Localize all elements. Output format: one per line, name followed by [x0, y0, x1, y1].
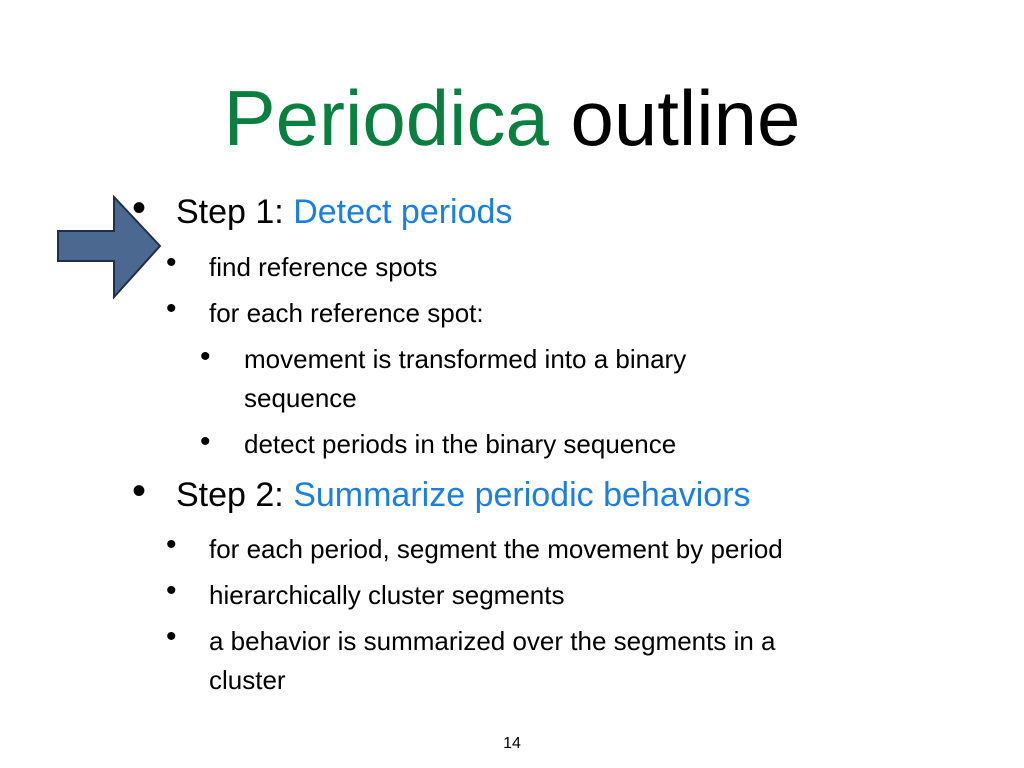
bullet: • — [132, 469, 147, 513]
title-rest: outline — [570, 74, 801, 162]
title-accent: Periodica — [223, 74, 549, 162]
step2-sub-text: hierarchically cluster segments — [209, 580, 565, 610]
step1-sub-text: find reference spots — [209, 252, 438, 282]
step2-highlight: Summarize periodic behaviors — [293, 476, 751, 514]
subsub-text: detect periods in the binary sequence — [244, 429, 677, 459]
bullet: • — [166, 528, 177, 561]
step2-sub-text: for each period, segment the movement by period — [209, 534, 783, 564]
bullet: • — [132, 186, 147, 230]
bullet: • — [200, 340, 211, 373]
bullet: • — [166, 574, 177, 607]
subsub-text-line-1: movement is transformed into a binary — [244, 344, 687, 374]
step2-sub-text-line-2: cluster — [209, 665, 286, 695]
slide-title — [0, 68, 1024, 168]
step2-sub-text-line-1: a behavior is summarized over the segments in a — [209, 626, 776, 656]
step1-sub-text: for each reference spot: — [209, 298, 484, 328]
step1-prefix: Step 1: — [176, 193, 284, 231]
step1-highlight: Detect periods — [293, 193, 513, 231]
bullet: • — [166, 292, 177, 325]
right-arrow-icon — [56, 193, 166, 303]
step2-prefix: Step 2: — [176, 476, 284, 514]
subsub-text-line-2: sequence — [244, 383, 357, 413]
bullet: • — [166, 246, 177, 279]
bullet: • — [200, 425, 211, 458]
bullet: • — [166, 620, 177, 653]
page-number: 14 — [503, 735, 521, 752]
